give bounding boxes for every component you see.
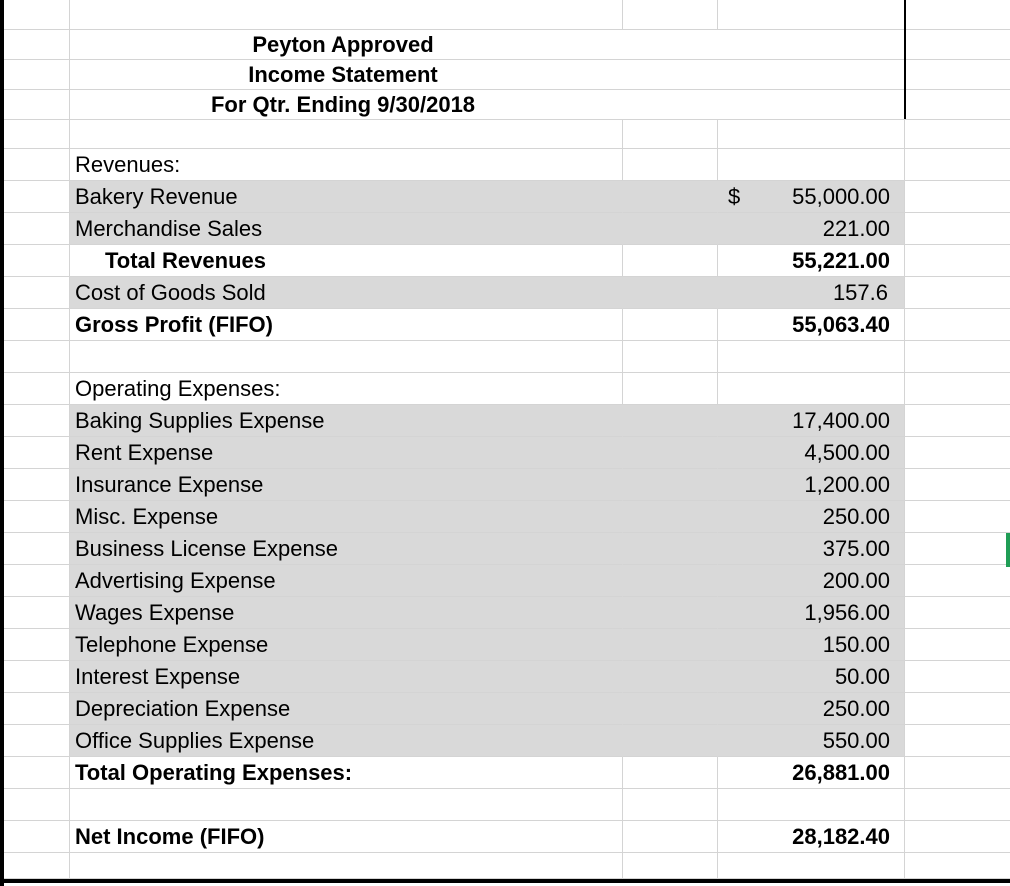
table-row <box>0 181 1010 213</box>
cell[interactable] <box>0 661 70 693</box>
cell[interactable] <box>905 60 1010 90</box>
cell[interactable] <box>905 757 1010 789</box>
cell[interactable] <box>623 181 718 213</box>
title-row <box>0 90 1010 120</box>
cell[interactable] <box>623 437 718 469</box>
table-row <box>0 277 1010 309</box>
cell[interactable] <box>905 277 1010 309</box>
cell[interactable] <box>623 533 718 565</box>
amount-cell[interactable] <box>718 277 905 309</box>
cell[interactable] <box>70 789 623 821</box>
cell[interactable] <box>623 501 718 533</box>
label-cell[interactable] <box>70 661 623 693</box>
cell[interactable] <box>623 0 718 30</box>
table-row <box>0 725 1010 757</box>
expense-amount: 1,956.00 <box>804 599 890 625</box>
cell[interactable] <box>0 120 70 149</box>
label-cell[interactable] <box>70 437 623 469</box>
cell[interactable] <box>623 213 718 245</box>
total-revenues-amount: 55,221.00 <box>792 247 890 273</box>
table-row <box>0 437 1010 469</box>
cell[interactable] <box>0 533 70 565</box>
cell[interactable] <box>905 533 1010 565</box>
line-item-amount: 55,000.00 <box>792 183 890 209</box>
cell[interactable] <box>623 373 718 405</box>
cell[interactable] <box>623 725 718 757</box>
cell[interactable] <box>623 149 718 181</box>
table-row <box>0 501 1010 533</box>
cell[interactable] <box>0 629 70 661</box>
operating-expenses-header-row <box>0 373 1010 405</box>
cell[interactable] <box>0 341 70 373</box>
label-cell[interactable] <box>70 501 623 533</box>
label-cell[interactable] <box>70 213 623 245</box>
cell[interactable] <box>718 373 905 405</box>
sheet-row <box>0 853 1010 879</box>
expense-label: Interest Expense <box>75 663 241 689</box>
cell[interactable] <box>905 149 1010 181</box>
total-row <box>0 309 1010 341</box>
cell[interactable] <box>905 629 1010 661</box>
cell[interactable] <box>0 821 70 853</box>
cell[interactable] <box>905 565 1010 597</box>
cell[interactable] <box>0 469 70 501</box>
cell[interactable] <box>70 0 623 30</box>
cell[interactable] <box>623 405 718 437</box>
cogs-label: Cost of Goods Sold <box>75 279 266 305</box>
cell[interactable] <box>905 661 1010 693</box>
cell[interactable] <box>623 469 718 501</box>
cell[interactable] <box>905 90 1010 120</box>
cell[interactable] <box>718 853 905 879</box>
cell[interactable] <box>0 437 70 469</box>
currency-symbol: $ <box>728 183 741 209</box>
expense-label: Baking Supplies Expense <box>75 407 325 433</box>
label-cell[interactable] <box>70 533 623 565</box>
table-row <box>0 469 1010 501</box>
table-row <box>0 693 1010 725</box>
expense-amount: 4,500.00 <box>804 439 890 465</box>
net-income-amount: 28,182.40 <box>792 823 890 849</box>
cell[interactable] <box>0 60 70 90</box>
total-operating-expenses-amount: 26,881.00 <box>792 759 890 785</box>
cell[interactable] <box>623 277 718 309</box>
expense-label: Rent Expense <box>75 439 214 465</box>
expense-amount: 250.00 <box>822 695 890 721</box>
cell[interactable] <box>623 120 718 149</box>
cell[interactable] <box>623 245 718 277</box>
frame-border-left <box>0 0 4 886</box>
expense-amount: 1,200.00 <box>804 471 890 497</box>
expense-label: Telephone Expense <box>75 631 269 657</box>
cell[interactable] <box>0 853 70 879</box>
company-name: Peyton Approved <box>252 32 434 57</box>
cell[interactable] <box>905 469 1010 501</box>
cell[interactable] <box>0 245 70 277</box>
cell[interactable] <box>0 90 70 120</box>
cell[interactable] <box>70 149 623 181</box>
expense-amount: 375.00 <box>822 535 890 561</box>
amount-cell[interactable] <box>718 597 905 629</box>
cell[interactable] <box>905 30 1010 60</box>
expense-amount: 17,400.00 <box>792 407 890 433</box>
cell[interactable] <box>0 501 70 533</box>
sheet-row <box>0 341 1010 373</box>
total-operating-expenses-label: Total Operating Expenses: <box>75 759 353 785</box>
amount-cell[interactable] <box>718 469 905 501</box>
label-cell[interactable] <box>70 725 623 757</box>
sheet-row <box>0 120 1010 149</box>
cell[interactable] <box>0 597 70 629</box>
amount-cell[interactable] <box>718 757 905 789</box>
label-cell[interactable] <box>70 565 623 597</box>
cell[interactable] <box>905 821 1010 853</box>
amount-cell[interactable] <box>718 245 905 277</box>
cell[interactable] <box>623 341 718 373</box>
title-row <box>0 30 1010 60</box>
cell[interactable] <box>718 341 905 373</box>
expense-amount: 50.00 <box>834 663 890 689</box>
cell[interactable] <box>0 565 70 597</box>
cell[interactable] <box>905 120 1010 149</box>
table-row <box>0 405 1010 437</box>
line-item-label: Bakery Revenue <box>75 183 238 209</box>
table-row <box>0 597 1010 629</box>
cell[interactable] <box>623 309 718 341</box>
cell[interactable] <box>905 309 1010 341</box>
amount-cell[interactable] <box>718 533 905 565</box>
operating-expenses-header: Operating Expenses: <box>75 375 281 401</box>
cell[interactable] <box>0 309 70 341</box>
cell[interactable] <box>718 149 905 181</box>
label-cell[interactable] <box>70 597 623 629</box>
label-cell[interactable] <box>70 277 623 309</box>
label-cell[interactable] <box>70 693 623 725</box>
cell[interactable] <box>905 373 1010 405</box>
label-cell[interactable] <box>70 309 623 341</box>
cell[interactable] <box>0 373 70 405</box>
sheet-row <box>0 789 1010 821</box>
amount-cell[interactable] <box>718 213 905 245</box>
cogs-amount: 157.6 <box>832 279 888 305</box>
amount-cell[interactable] <box>718 629 905 661</box>
amount-cell[interactable] <box>718 501 905 533</box>
expense-label: Office Supplies Expense <box>75 727 315 753</box>
label-cell[interactable] <box>70 405 623 437</box>
expense-label: Misc. Expense <box>75 503 219 529</box>
net-income-row <box>0 821 1010 853</box>
cell[interactable] <box>905 181 1010 213</box>
cell[interactable] <box>905 853 1010 879</box>
total-revenues-label: Total Revenues <box>105 247 266 273</box>
amount-cell[interactable] <box>718 405 905 437</box>
cell[interactable] <box>623 661 718 693</box>
gross-profit-amount: 55,063.40 <box>792 311 890 337</box>
label-cell[interactable] <box>70 469 623 501</box>
cell[interactable] <box>623 789 718 821</box>
amount-cell[interactable] <box>718 693 905 725</box>
table-row <box>0 629 1010 661</box>
line-item-label: Merchandise Sales <box>75 215 263 241</box>
label-cell[interactable] <box>70 181 623 213</box>
amount-cell[interactable] <box>718 309 905 341</box>
expense-amount: 550.00 <box>822 727 890 753</box>
cell[interactable] <box>623 693 718 725</box>
amount-cell[interactable] <box>718 565 905 597</box>
label-cell[interactable] <box>70 245 623 277</box>
cell[interactable] <box>905 725 1010 757</box>
total-row <box>0 757 1010 789</box>
cell[interactable] <box>905 597 1010 629</box>
cell[interactable] <box>905 789 1010 821</box>
title-row <box>0 60 1010 90</box>
amount-cell[interactable] <box>718 181 905 213</box>
label-cell[interactable] <box>70 629 623 661</box>
cell[interactable] <box>0 405 70 437</box>
cell[interactable] <box>623 565 718 597</box>
cell[interactable] <box>718 0 905 30</box>
amount-cell[interactable] <box>718 725 905 757</box>
expense-label: Business License Expense <box>75 535 338 561</box>
line-item-amount: 221.00 <box>822 215 890 241</box>
frame-border-bottom <box>0 879 1010 883</box>
cell[interactable] <box>70 341 623 373</box>
sheet-row <box>0 0 1010 30</box>
cell[interactable] <box>905 213 1010 245</box>
cell[interactable] <box>905 245 1010 277</box>
cell[interactable] <box>0 693 70 725</box>
cell[interactable] <box>70 853 623 879</box>
cell[interactable] <box>905 0 1010 30</box>
title-border-right <box>904 0 906 119</box>
expense-amount: 150.00 <box>822 631 890 657</box>
cell[interactable] <box>718 120 905 149</box>
label-cell[interactable] <box>70 757 623 789</box>
total-row <box>0 245 1010 277</box>
amount-cell[interactable] <box>718 821 905 853</box>
amount-cell[interactable] <box>718 437 905 469</box>
expense-label: Wages Expense <box>75 599 235 625</box>
cell[interactable] <box>623 629 718 661</box>
cell[interactable] <box>623 757 718 789</box>
revenues-header: Revenues: <box>75 151 181 177</box>
gross-profit-label: Gross Profit (FIFO) <box>75 311 273 337</box>
cell[interactable] <box>0 149 70 181</box>
cell[interactable] <box>905 501 1010 533</box>
cell[interactable] <box>0 277 70 309</box>
cell[interactable] <box>623 853 718 879</box>
cell[interactable] <box>70 120 623 149</box>
table-row <box>0 213 1010 245</box>
table-row <box>0 565 1010 597</box>
statement-period: For Qtr. Ending 9/30/2018 <box>210 92 476 117</box>
cell[interactable] <box>0 789 70 821</box>
table-row <box>0 533 1010 565</box>
cell[interactable] <box>0 213 70 245</box>
statement-title: Income Statement <box>248 62 438 87</box>
expense-amount: 250.00 <box>822 503 890 529</box>
cell[interactable] <box>623 821 718 853</box>
expense-amount: 200.00 <box>822 567 890 593</box>
cell[interactable] <box>0 757 70 789</box>
amount-cell[interactable] <box>718 661 905 693</box>
cell[interactable] <box>623 597 718 629</box>
selection-edge-marker <box>1006 533 1010 567</box>
cell[interactable] <box>0 30 70 60</box>
cell[interactable] <box>0 0 70 30</box>
net-income-label: Net Income (FIFO) <box>75 823 265 849</box>
cell[interactable] <box>905 437 1010 469</box>
expense-label: Advertising Expense <box>75 567 276 593</box>
label-cell[interactable] <box>70 821 623 853</box>
expense-label: Depreciation Expense <box>75 695 291 721</box>
expense-label: Insurance Expense <box>75 471 264 497</box>
cell[interactable] <box>905 405 1010 437</box>
cell[interactable] <box>0 181 70 213</box>
revenues-header-row <box>0 149 1010 181</box>
cell[interactable] <box>0 725 70 757</box>
cell[interactable] <box>70 373 623 405</box>
cell[interactable] <box>718 789 905 821</box>
cell[interactable] <box>905 693 1010 725</box>
cell[interactable] <box>905 341 1010 373</box>
table-row <box>0 661 1010 693</box>
